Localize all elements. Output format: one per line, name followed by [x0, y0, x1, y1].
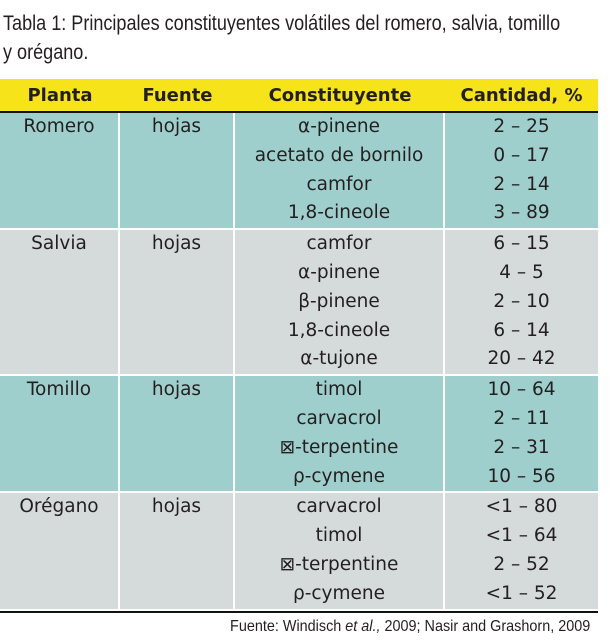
plant-group-row	[0, 376, 598, 493]
constituent-name: α-pinene	[298, 261, 380, 283]
plant-source: hojas	[151, 379, 202, 401]
plant-group-row	[0, 230, 598, 376]
header-fuente: Fuente	[142, 84, 213, 106]
footer-prefix: Fuente: Windisch	[229, 618, 346, 635]
constituent-name: acetato de bornilo	[254, 144, 424, 166]
constituent-amount: 2 – 10	[493, 290, 550, 312]
constituent-name: carvacrol	[296, 496, 382, 518]
caption-line-1: Tabla 1: Principales constituyentes volátiles del romero, salvia, tomillo	[3, 12, 561, 35]
fuente-column	[120, 113, 235, 228]
constituent-name: timol	[315, 525, 363, 547]
constituent-name: ρ-cymene	[292, 465, 386, 487]
constituent-amount: 2 – 14	[493, 173, 550, 195]
constituent-name: 1,8-cineole	[287, 319, 391, 341]
constituent-name: α-tujone	[300, 348, 378, 370]
plant-source: hojas	[151, 233, 202, 255]
constituent-amount: 0 – 17	[493, 144, 550, 166]
plant-group-row	[0, 113, 598, 230]
constituent-amount: 10 – 56	[487, 465, 556, 487]
constituent-name: 1,8-cineole	[287, 202, 391, 224]
constituent-name: timol	[315, 379, 363, 401]
constituent-amount: 6 – 14	[493, 319, 550, 341]
constituent-name: camfor	[306, 173, 372, 195]
planta-column	[0, 493, 120, 608]
table-caption	[3, 9, 605, 67]
planta-column	[0, 113, 120, 228]
constituent-name: ρ-cymene	[292, 582, 386, 604]
cantidad-column	[445, 493, 598, 608]
constituyente-column	[235, 493, 445, 608]
plant-name: Romero	[23, 116, 95, 137]
fuente-column	[120, 493, 235, 608]
footer-suffix: 2009; Nasir and Grashorn, 2009	[380, 618, 590, 635]
source-footnote	[230, 618, 590, 636]
constituent-name: camfor	[306, 233, 372, 255]
constituent-name: β-pinene	[298, 290, 380, 312]
constituent-amount: 2 – 11	[493, 407, 550, 429]
planta-column	[0, 230, 120, 374]
plant-name: Orégano	[19, 496, 99, 518]
constituent-amount: 2 – 52	[493, 553, 550, 575]
cantidad-column	[445, 230, 598, 374]
constituent-amount: 2 – 25	[493, 116, 550, 137]
constituyente-column	[235, 113, 445, 228]
header-planta: Planta	[27, 84, 93, 106]
constituyente-column	[235, 230, 445, 374]
fuente-column	[120, 230, 235, 374]
constituent-amount: <1 – 64	[485, 525, 558, 547]
constituents-table	[0, 79, 598, 613]
header-cantidad: Cantidad, %	[460, 84, 583, 106]
constituent-name: ⊠-terpentine	[279, 436, 399, 458]
plant-name: Salvia	[31, 233, 87, 255]
fuente-column	[120, 376, 235, 491]
constituyente-column	[235, 376, 445, 491]
constituent-amount: 2 – 31	[493, 436, 550, 458]
plant-source: hojas	[151, 116, 202, 137]
constituent-amount: 20 – 42	[487, 348, 556, 370]
table-body	[0, 113, 598, 613]
cantidad-column	[445, 113, 598, 228]
constituent-amount: 6 – 15	[493, 233, 550, 255]
plant-source: hojas	[151, 496, 202, 518]
constituent-amount: 10 – 64	[487, 379, 556, 401]
constituent-amount: 3 – 89	[493, 202, 550, 224]
table-header-row	[0, 79, 598, 113]
constituent-amount: <1 – 52	[485, 582, 558, 604]
footer-italic: et al.,	[345, 618, 381, 635]
plant-name: Tomillo	[26, 379, 92, 401]
plant-group-row	[0, 493, 598, 610]
constituent-name: ⊠-terpentine	[279, 553, 399, 575]
constituent-name: α-pinene	[298, 116, 380, 137]
cantidad-column	[445, 376, 598, 491]
caption-line-2: y orégano.	[3, 41, 89, 64]
planta-column	[0, 376, 120, 491]
header-constituyente: Constituyente	[268, 84, 412, 106]
constituent-amount: 4 – 5	[499, 261, 544, 283]
constituent-amount: <1 – 80	[485, 496, 558, 518]
constituent-name: carvacrol	[296, 407, 382, 429]
